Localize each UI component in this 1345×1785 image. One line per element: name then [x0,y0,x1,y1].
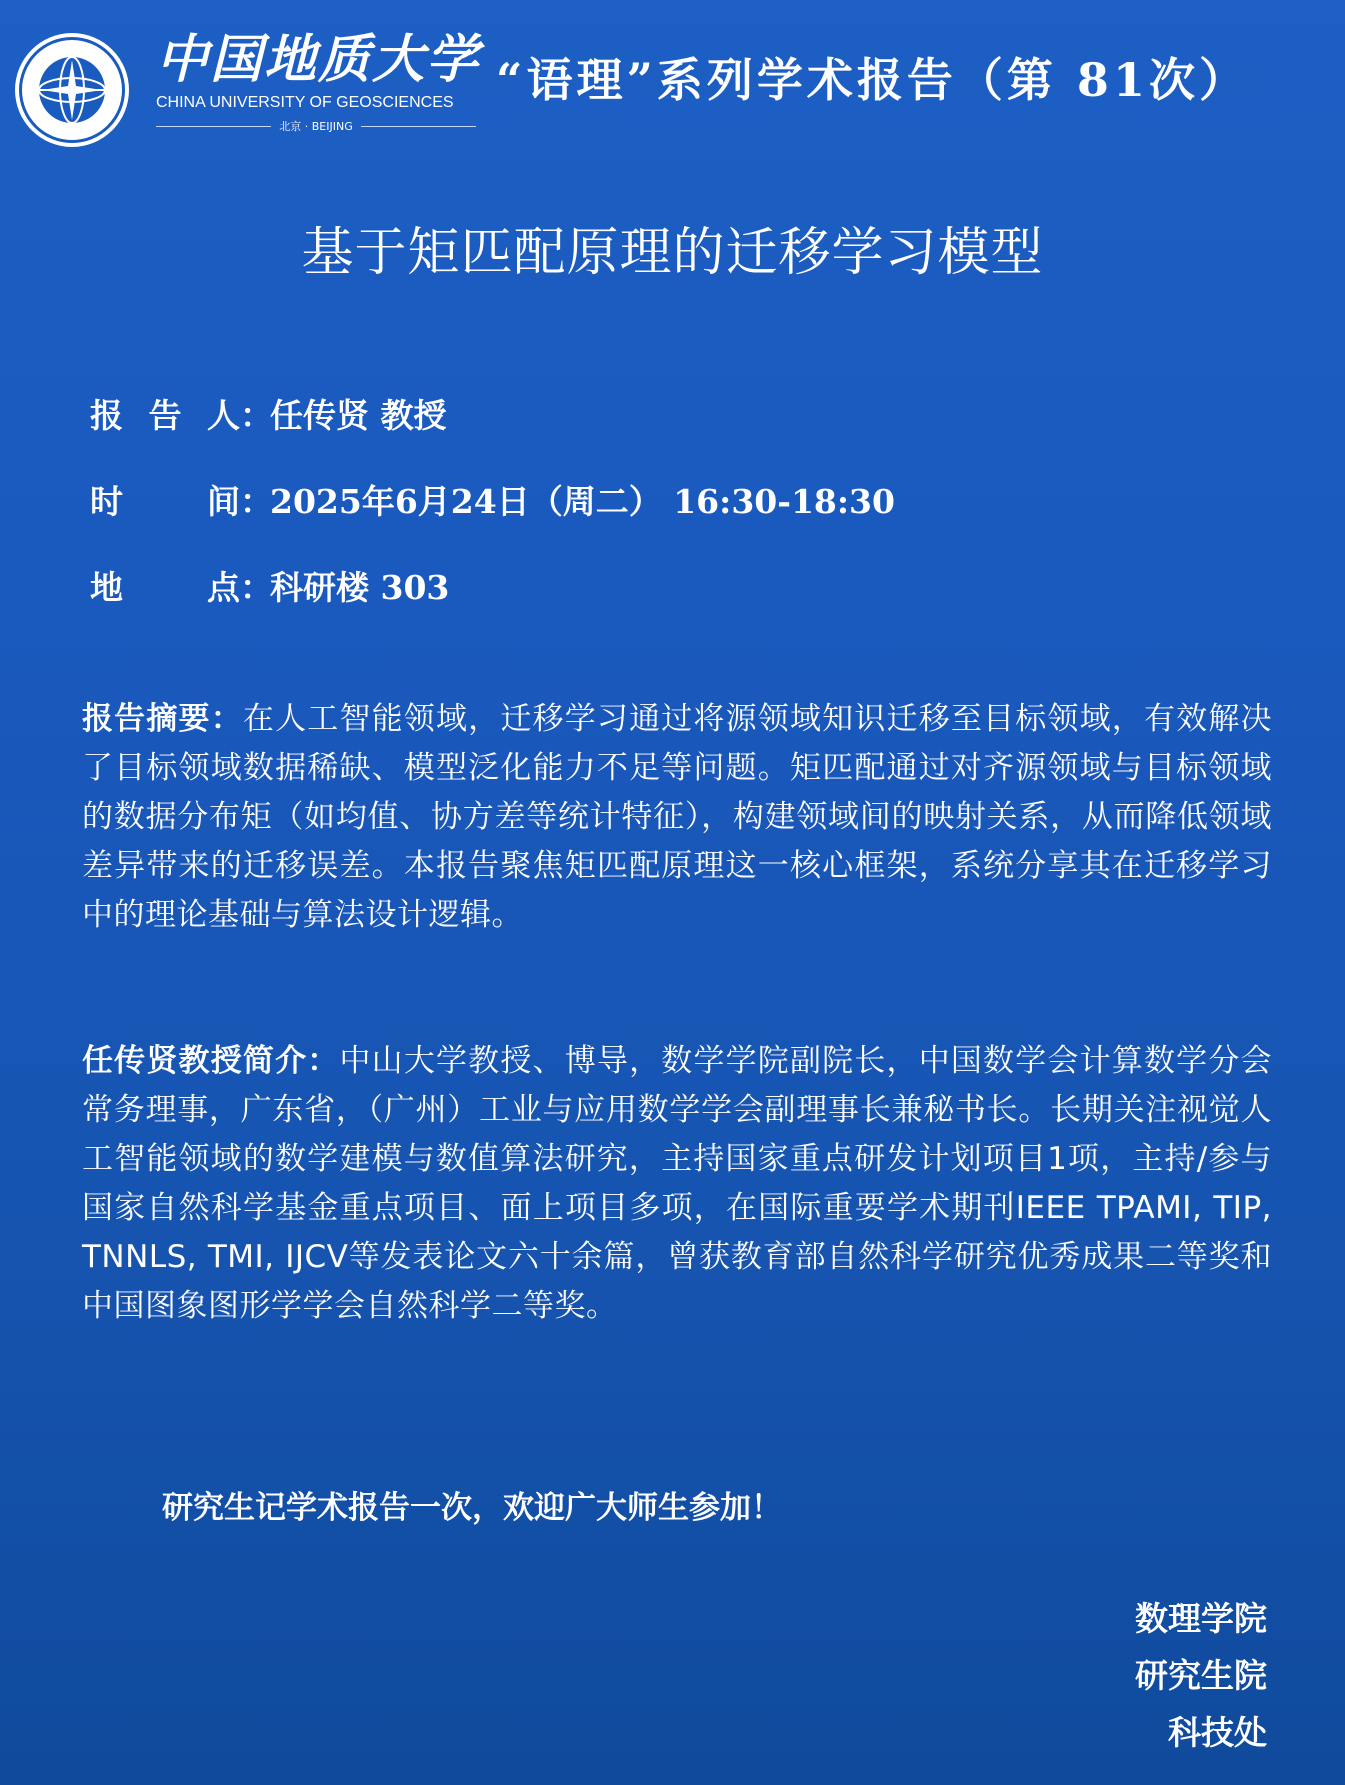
time-label-char-2: 间 [207,481,240,521]
speaker-label-char-2: 告 [148,395,182,435]
speaker-colon: ： [240,395,273,435]
organizer-item: 数理学院 [1135,1599,1267,1638]
city-label: 北京 · BEIJING [279,120,353,133]
talk-title: 基于矩匹配原理的迁移学习模型 [301,223,1044,283]
time-row [90,456,895,542]
speaker-label-char-1: 报 [90,395,123,435]
university-brand [156,29,481,134]
university-name-en: CHINA UNIVERSITY OF GEOSCIENCES [156,94,454,111]
abstract-text: 在人工智能领域，迁移学习通过将源领域知识迁移至目标领域，有效解决了目标领域数据稀缺、模型泛化能力不足等问题。矩匹配通过对齐源领域与目标领域的数据分布矩（如均值、协方差等统计特征），构建领域间的映射关系，从而降低领域差异带来的迁移误差。本报告聚焦矩匹配原理这一核心框架，系统分享其在迁移学习中的理论基础与算法设计逻辑。 [82,701,1273,933]
speaker-label [90,390,240,437]
time-colon: ： [240,481,273,521]
talk-info [90,370,895,628]
time-label [90,476,240,523]
abstract-heading: 报告摘要： [82,701,243,737]
speaker-bio-paragraph [82,1037,1272,1331]
header [0,0,1345,150]
divider-line-left [156,126,271,127]
time-value: 2025年6月24日（周二） 16:30-18:30 [270,481,895,521]
bio-text: 中山大学教授、博导，数学学院副院长，中国数学会计算数学分会常务理事，广东省，（广州）工业与应用数学学会副理事长兼秘书长。长期关注视觉人工智能领域的数学建模与数值算法研究，主持国家重点研发计划项目1项，主持/参与国家自然科学基金重点项目、面上项目多项，在国际重要学术期刊IEEE TPAMI, TIP, TNNLS, TMI, IJCV等发表论文六十余篇，曾获教育部自然科学研究优秀成果二等奖和中国图象图形学学会自然科学二等奖。 [82,1043,1273,1324]
speaker-label-char-3: 人 [207,395,240,435]
time-label-char-1: 时 [90,481,123,521]
speaker-value: 任传贤 教授 [270,395,447,435]
place-label [90,562,240,609]
welcome-note: 研究生记学术报告一次，欢迎广大师生参加！ [162,1490,782,1526]
place-label-char-1: 地 [90,567,123,607]
organizer-item: 科技处 [1168,1713,1267,1752]
speaker-row [90,370,895,456]
place-row [90,542,895,628]
university-seal-icon [12,30,132,150]
place-label-char-2: 点 [207,567,240,607]
organizer-item: 研究生院 [1135,1656,1267,1695]
place-value: 科研楼 303 [270,567,450,607]
university-city [156,118,476,134]
abstract-paragraph [82,695,1272,940]
place-colon: ： [240,567,273,607]
university-name-cn: 中国地质大学 [156,29,481,90]
organizers [1135,1590,1267,1761]
divider-line-right [361,126,476,127]
bio-heading: 任传贤教授简介： [82,1043,340,1079]
series-title: “语理”系列学术报告（第 81次） [496,53,1249,107]
